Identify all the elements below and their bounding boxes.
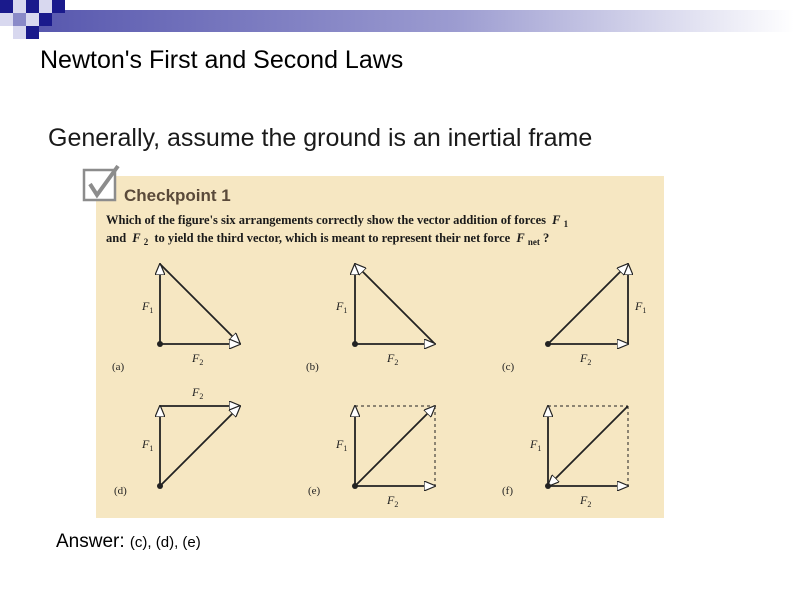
slide-header-decoration xyxy=(0,0,794,50)
answer-line xyxy=(56,531,201,553)
label-b-f1: $F_1$ xyxy=(336,299,348,315)
panel-label-d: (d) xyxy=(114,485,127,497)
answer-label: Answer: xyxy=(56,531,125,552)
panel-label-c: (c) xyxy=(502,361,515,373)
label-a-f1: $F_1$ xyxy=(142,299,154,315)
label-a-f2: $F_2$ xyxy=(192,351,204,367)
slide-title: Newton's First and Second Laws xyxy=(40,46,404,74)
label-d-f1: $F_1$ xyxy=(142,437,154,453)
label-e-f1: $F_1$ xyxy=(336,437,348,453)
label-c-f1: $F_1$ xyxy=(635,299,647,315)
answer-value: (c), (d), (e) xyxy=(129,534,201,551)
checkpoint-figure xyxy=(82,164,666,520)
panel-label-f: (f) xyxy=(502,485,513,497)
checkpoint-check-icon xyxy=(84,166,118,200)
label-f-f1: $F_1$ xyxy=(530,437,542,453)
label-c-f2: $F_2$ xyxy=(580,351,592,367)
checkpoint-heading: Checkpoint 1 xyxy=(124,186,231,205)
checkpoint-background xyxy=(96,176,664,518)
slide-subtitle: Generally, assume the ground is an inertial frame xyxy=(48,124,593,152)
label-e-f2: $F_2$ xyxy=(387,493,399,509)
label-d-f2: $F_2$ xyxy=(192,385,204,401)
checkpoint-question-line2: and F $_2$ to yield the third vector, which is meant to represent their net force F $_{net}$ ? xyxy=(106,231,550,247)
panel-label-b: (b) xyxy=(306,361,319,373)
checkpoint-question-line1: Which of the figure's six arrangements correctly show the vector addition of forces F $_1$ xyxy=(106,213,569,229)
label-b-f2: $F_2$ xyxy=(387,351,399,367)
panel-label-e: (e) xyxy=(308,485,321,497)
panel-label-a: (a) xyxy=(112,361,125,373)
label-f-f2: $F_2$ xyxy=(580,493,592,509)
